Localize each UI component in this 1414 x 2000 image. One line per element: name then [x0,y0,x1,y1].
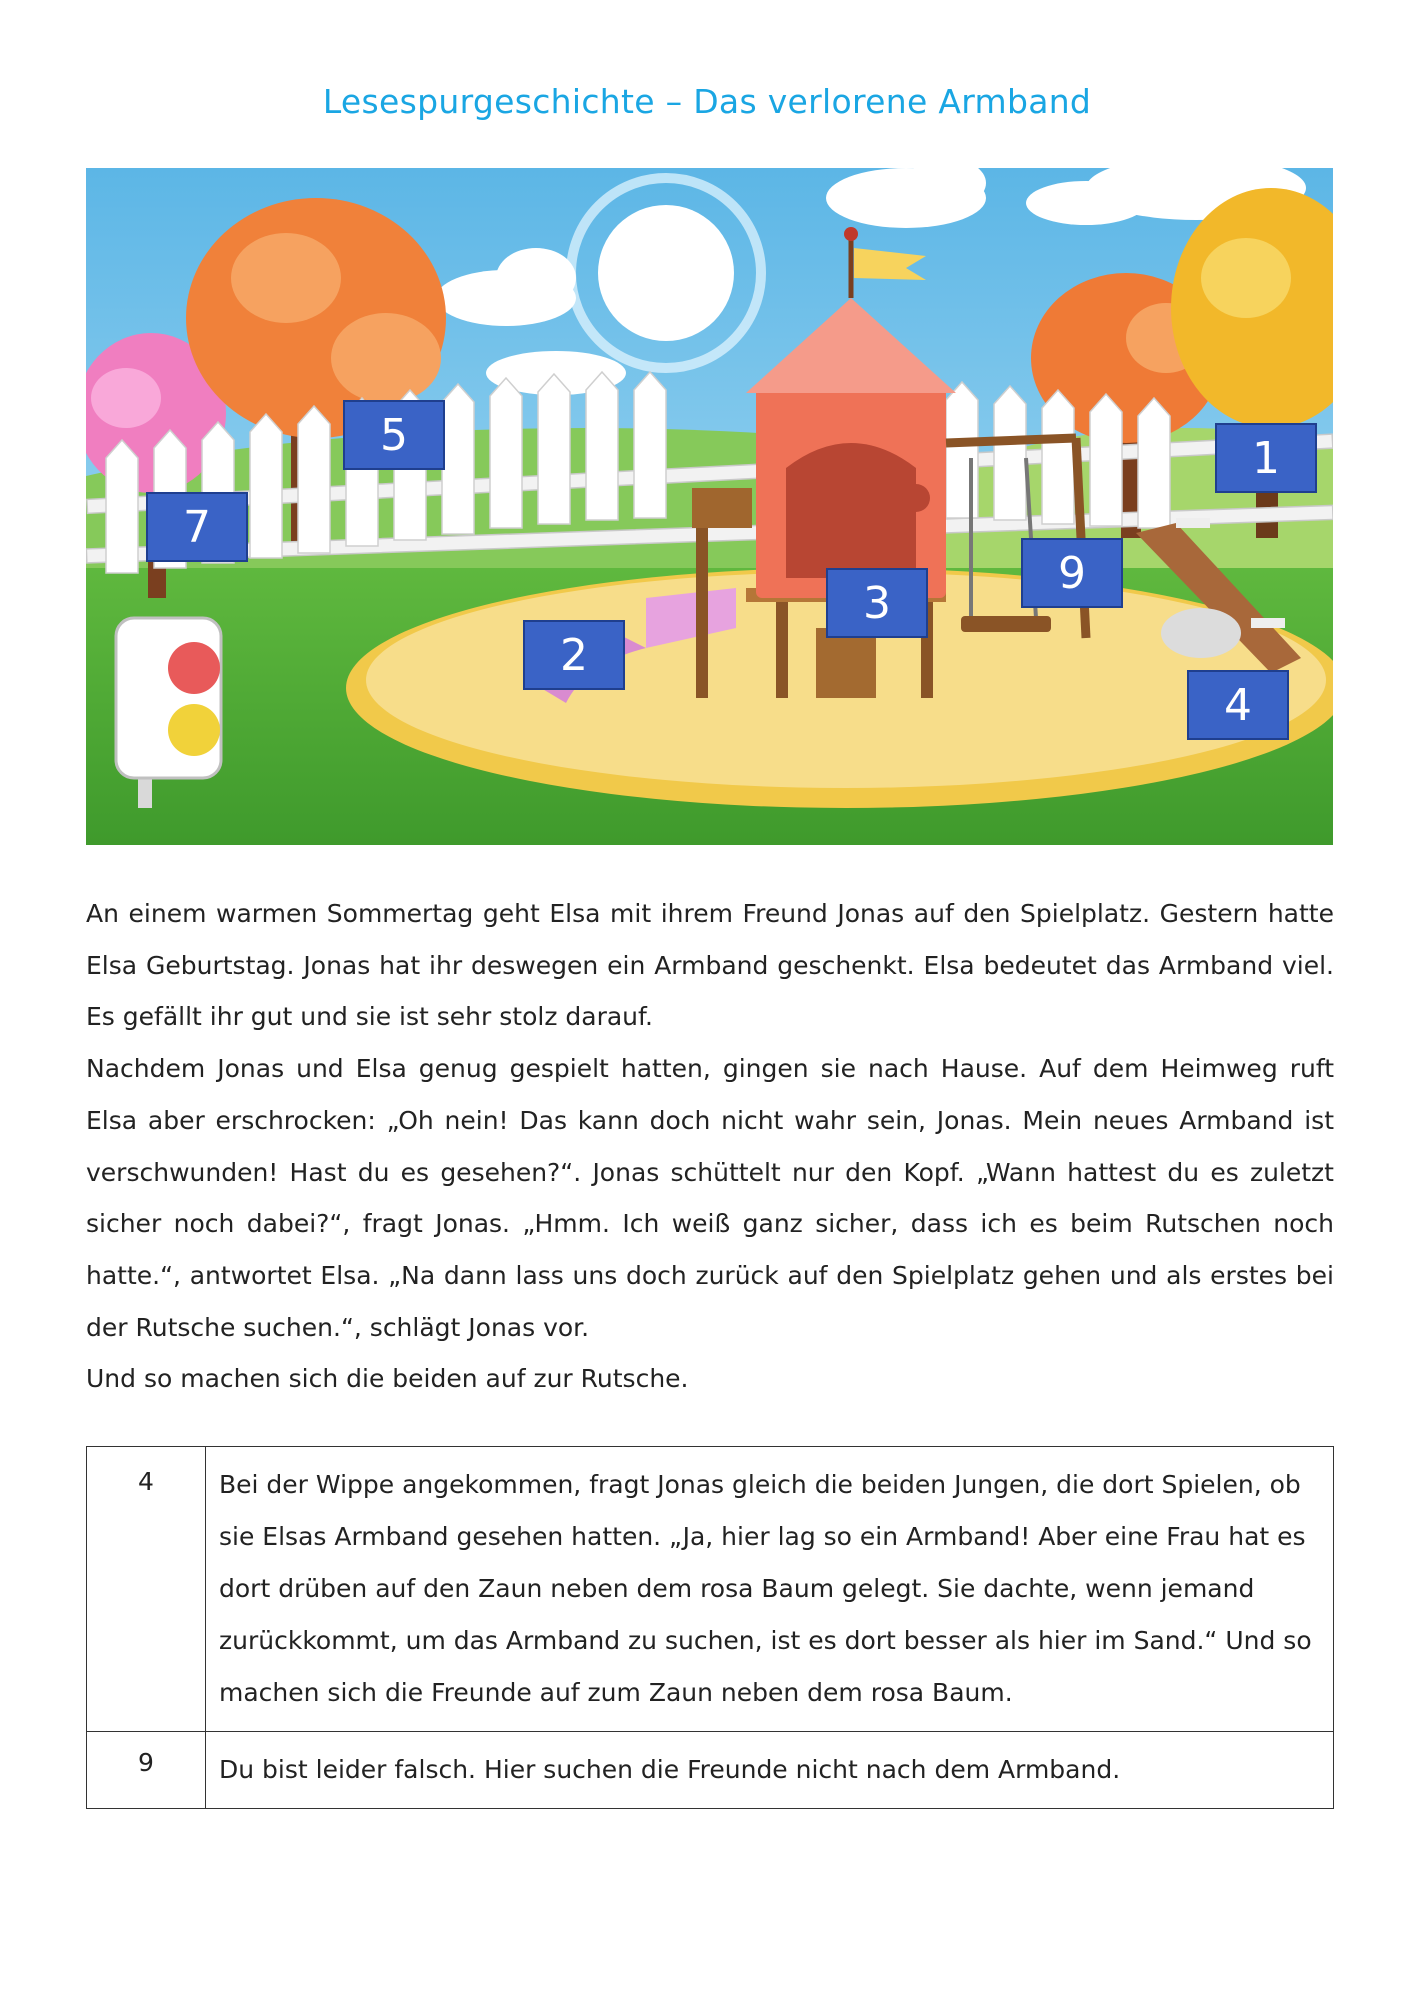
marker-4[interactable]: 4 [1187,670,1289,740]
marker-7[interactable]: 7 [146,492,248,562]
table-row [87,1447,1334,1732]
marker-3[interactable]: 3 [826,568,928,638]
table-row [87,1732,1334,1809]
marker-9[interactable]: 9 [1021,538,1123,608]
story-paragraph: An einem warmen Sommertag geht Elsa mit ihrem Freund Jonas auf den Spielplatz. Gestern hatte Elsa Geburtstag. Jonas hat ihr deswegen ein Armband geschenkt. Elsa bedeutet das Armband viel. Es gefällt ihr gut und sie ist sehr stolz darauf. [86,899,1334,1032]
page-title: Lesespurgeschichte – Das verlorene Armband [322,82,1092,121]
clue-table [86,1446,1334,1809]
clue-number: 9 [87,1732,206,1809]
clue-text: Bei der Wippe angekommen, fragt Jonas gleich die beiden Jungen, die dort Spielen, ob sie Elsas Armband gesehen hatten. „Ja, hier lag so ein Armband! Aber eine Frau hat es dort drüben auf den Zaun neben dem rosa Baum gelegt. Sie dachte, wenn jemand zurückkommt, um das Armband zu suchen, ist es dort besser als hier im Sand.“ Und so machen sich die Freunde auf zum Zaun neben dem rosa Baum. [206,1447,1334,1732]
story-paragraph: Nachdem Jonas und Elsa genug gespielt hatten, gingen sie nach Hause. Auf dem Heimweg ruft Elsa aber erschrocken: „Oh nein! Das kann doch nicht wahr sein, Jonas. Mein neues Armband ist verschwunden! Hast du es gesehen?“. Jonas schüttelt nur den Kopf. „Wann hattest du es zuletzt sicher noch dabei?“, fragt Jonas. „Hmm. Ich weiß ganz sicher, dass ich es beim Rutschen noch hatte.“, antwortet Elsa. „Na dann lass uns doch zurück auf den Spielplatz gehen und als erstes bei der Rutsche suchen.“, schlägt Jonas vor. [86,1054,1334,1342]
story-paragraph: Und so machen sich die beiden auf zur Rutsche. [86,1364,689,1394]
playground-illustration [86,168,1333,845]
marker-1[interactable]: 1 [1215,423,1317,493]
marker-5[interactable]: 5 [343,400,445,470]
playground-scene [86,168,1333,845]
clue-number: 4 [87,1447,206,1732]
story-text [86,888,1334,1405]
clue-text: Du bist leider falsch. Hier suchen die Freunde nicht nach dem Armband. [206,1732,1334,1809]
marker-2[interactable]: 2 [523,620,625,690]
